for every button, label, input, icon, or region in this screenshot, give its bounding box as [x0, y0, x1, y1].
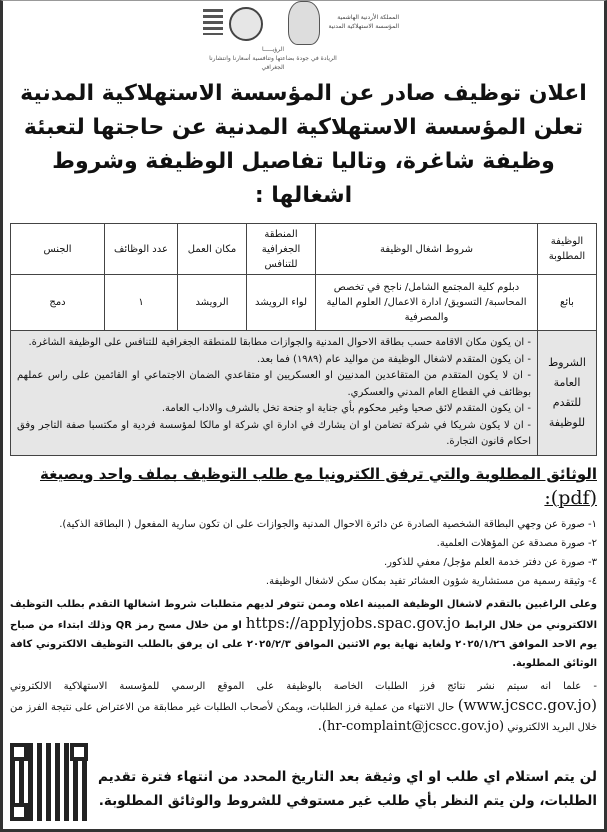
col-job: الوظيفة المطلوبة — [538, 224, 597, 275]
required-documents — [10, 462, 597, 591]
notice-text2: حال الانتهاء من عملية فرز الطلبات، ويمكن لأصحاب الطلبات غير مطابقة من الاعتراض على نتيجة الفرز من خلال البريد الالكتروني — [10, 701, 597, 733]
documents-format: (pdf): — [544, 486, 597, 509]
table-row — [11, 275, 597, 331]
results-notice — [10, 677, 597, 737]
org-line2: المؤسسة الاستهلاكية المدنية — [328, 23, 399, 30]
complaint-email-link[interactable]: (hr-complaint@jcscc.gov.jo). — [317, 718, 505, 734]
org-line1: المملكة الأردنية الهاشمية — [337, 14, 399, 21]
apply-instructions — [10, 595, 597, 673]
conditions-label: الشروط العامة للتقدم للوظيفة — [538, 331, 597, 456]
vision-statement — [203, 45, 343, 72]
condition-item: - ان لا يكون شريكا في شركة تضامن او ان يشارك في ادارة اي شركة او مالكا لمؤسسة فردية او مكتسبا صفة التاجر وفق احكام قانون التجارة. — [17, 419, 531, 447]
table-header-row — [11, 224, 597, 275]
flag-icon — [203, 9, 223, 35]
condition-item: - ان يكون المتقدم لائق صحيا وغير محكوم بأي جناية او جنحة تخل بالشرف والاداب العامة. — [161, 403, 531, 414]
apply-link[interactable]: https://applyjobs.spac.gov.jo — [245, 613, 461, 632]
jordan-emblem-icon — [288, 1, 320, 45]
final-notice: لن يتم استلام اي طلب او اي وثيقة بعد التاريخ المحدد من انتهاء فترة تقديم الطلبات، ولن يتم النظر بأي طلب غير مستوفي للشروط والوثائق المطلوبة. — [98, 768, 597, 809]
document-item: ٤- وثيقة رسمية من مستشارية شؤون العشائر تفيد بمكان سكن لاشغال الوظيفة. — [265, 575, 597, 587]
website-link[interactable]: (www.jcscc.gov.jo) — [457, 695, 598, 714]
documents-heading-text: الوثائق المطلوبة والتي ترفق الكترونيا مع طلب التوظيف بملف واحد وبصيغة — [40, 464, 597, 483]
ad-title — [10, 77, 597, 213]
condition-item: - ان يكون المتقدم لاشغال الوظيفة من مواليد عام (١٩٨٩) فما بعد. — [257, 353, 531, 365]
vision-title: الرؤيـــــا — [262, 46, 284, 53]
job-table — [10, 223, 597, 456]
title-line3: وظيفة شاغرة، وتاليا تفاصيل الوظيفة وشروط اشغالها : — [52, 149, 555, 208]
cell-region: لواء الرويشد — [247, 275, 316, 331]
col-count: عدد الوظائف — [105, 224, 178, 275]
document-item: ٢- صورة مصدقة عن المؤهلات العلمية. — [436, 537, 597, 549]
bottom-section — [10, 743, 597, 821]
condition-item: - ان لا يكون المتقدم من المتقاعدين المدنيين او العسكريين او متقاعدي الضمان الاجتماعي او القائمين على راس عملهم بوظائف في القطاع العام المدني والعسكري. — [17, 370, 531, 398]
apply-text2: او من خلال مسح رمز QR وذلك ابتداء من صباح يوم الاحد الموافق ٢٠٢٥/١/٢٦ ولغاية نهاية يوم الاثنين الموافق ٢٠٢٥/٢/٣ على ان يرفق بالطلب التوظيف الالكتروني كافة الوثائق المطلوبة. — [10, 619, 597, 669]
document-item: ٣- صورة عن دفتر خدمة العلم مؤجل/ معفي للذكور. — [383, 556, 597, 568]
institution-logo-icon — [229, 7, 263, 41]
title-line2: تعلن المؤسسة الاستهلاكية المدنية عن حاجتها لتعبئة — [23, 115, 584, 140]
letterhead — [3, 1, 604, 71]
notice-text1: - علما انه سيتم نشر نتائج فرز الطلبات الخاصة بالوظيفة على الموقع الرسمي للمؤسسة الاستهلاكية الالكتروني — [10, 680, 597, 692]
documents-heading — [10, 462, 597, 511]
cell-job: بائع — [538, 275, 597, 331]
col-gender: الجنس — [11, 224, 105, 275]
apply-text1: وعلى الراغبين بالتقدم لاشغال الوظيفة المبينة اعلاه وممن تتوفر لديهم متطلبات شروط اشغالها التقدم بطلب التوظيف الالكتروني من خلال الرابط — [10, 598, 597, 631]
general-conditions-row — [11, 331, 597, 456]
conditions-list — [11, 331, 538, 456]
cell-count: ١ — [105, 275, 178, 331]
col-region: المنطقة الجغرافية للتنافس — [247, 224, 316, 275]
col-requirements: شروط اشغال الوظيفة — [316, 224, 538, 275]
org-name — [329, 13, 399, 31]
vision-text: الريادة في جودة بضاعتها وتنافسية أسعارنا وانتشارنا الجغرافي — [209, 55, 337, 71]
col-workplace: مكان العمل — [178, 224, 247, 275]
document-item: ١- صورة عن وجهي البطاقة الشخصية الصادرة عن دائرة الاحوال المدنية والجوازات على ان تكون سارية المفعول ( البطاقة الذكية). — [59, 518, 597, 530]
cell-gender: دمج — [11, 275, 105, 331]
condition-item: - ان يكون مكان الاقامة حسب بطاقة الاحوال المدنية والجوازات مطابقا للمنطقة الجغرافية للتنافس على الوظيفة الشاغرة. — [28, 337, 531, 348]
qr-code-icon[interactable] — [10, 743, 88, 821]
cell-requirements: دبلوم كلية المجتمع الشامل/ ناجح في تخصص المحاسبة/ التسويق/ ادارة الاعمال/ العلوم المالية والمصرفية — [316, 275, 538, 331]
title-line1: اعلان توظيف صادر عن المؤسسة الاستهلاكية المدنية — [20, 81, 587, 106]
cell-workplace: الرويشد — [178, 275, 247, 331]
